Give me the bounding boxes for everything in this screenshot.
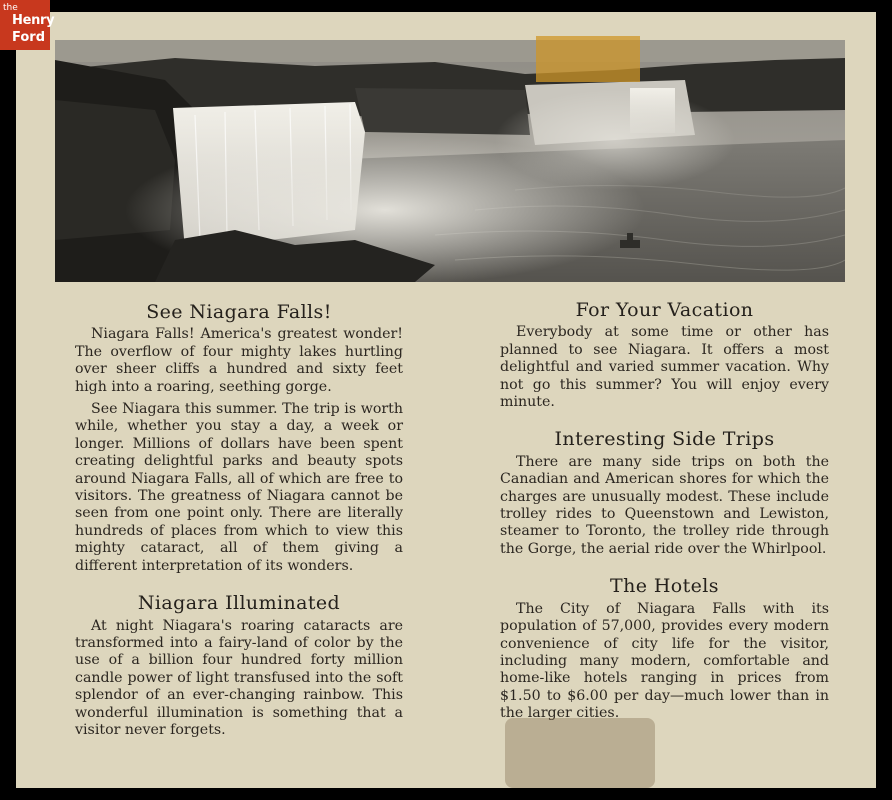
heading-see-niagara-falls: See Niagara Falls! [146, 301, 332, 323]
henry-ford-logo [0, 0, 55, 50]
paragraph-illumination: At night Niagara's roaring cataracts are transformed into a fairy-land of color by the use of a billion four hundred forty million candle power of light transfused into the soft splendor of an ever-changing rainbow. This wonderful illumination is something that a visitor never forgets. [75, 617, 403, 738]
heading-for-your-vacation: For Your Vacation [575, 299, 754, 321]
left-column [75, 301, 403, 739]
paragraph-hotels: The City of Niagara Falls with its population of 57,000, provides every modern convenience of city life for the visitor, including many modern, comfortable and home-like hotels ranging in prices from $1.50 to $6.00 per day—much lower than in the larger cities. [500, 600, 829, 722]
heading-side-trips: Interesting Side Trips [554, 428, 775, 451]
niagara-falls-photo [55, 40, 845, 282]
logo-ford: Ford [12, 30, 46, 45]
logo-the: the [3, 3, 18, 13]
paper-stain [505, 718, 655, 788]
paragraph-side-trips: There are many side trips on both the Canadian and American shores for which the charges are unusually modest. These include trolley rides to Queenstown and Lewiston, steamer to Toronto, the trolley ride through the Gorge, the aerial ride over the Whirlpool. [500, 453, 829, 557]
heading-niagara-illuminated: Niagara Illuminated [137, 592, 341, 615]
right-column [500, 299, 829, 723]
paragraph-see-niagara-summer: See Niagara this summer. The trip is worth while, whether you stay a day, a week or longer. Millions of dollars have been spent creating delightful parks and beauty spots around Niagara Falls, all of which are free to visitors. The greatness of Niagara cannot be seen from one point only. There are literally hundreds of places from which to view this mighty cataract, all of them giving a different interpretation of its wonders. [75, 401, 403, 574]
tape-mark [536, 36, 640, 82]
paragraph-intro: Niagara Falls! America's greatest wonder! The overflow of four mighty lakes hurtling over sheer cliffs a hundred and sixty feet high into a roaring, seething gorge. [75, 326, 403, 395]
heading-the-hotels: The Hotels [610, 575, 719, 598]
logo-henry: Henry [12, 13, 55, 28]
paragraph-vacation: Everybody at some time or other has planned to see Niagara. It offers a most delightful and varied summer vacation. Why not go this summer? You will enjoy every minute. [500, 324, 829, 411]
